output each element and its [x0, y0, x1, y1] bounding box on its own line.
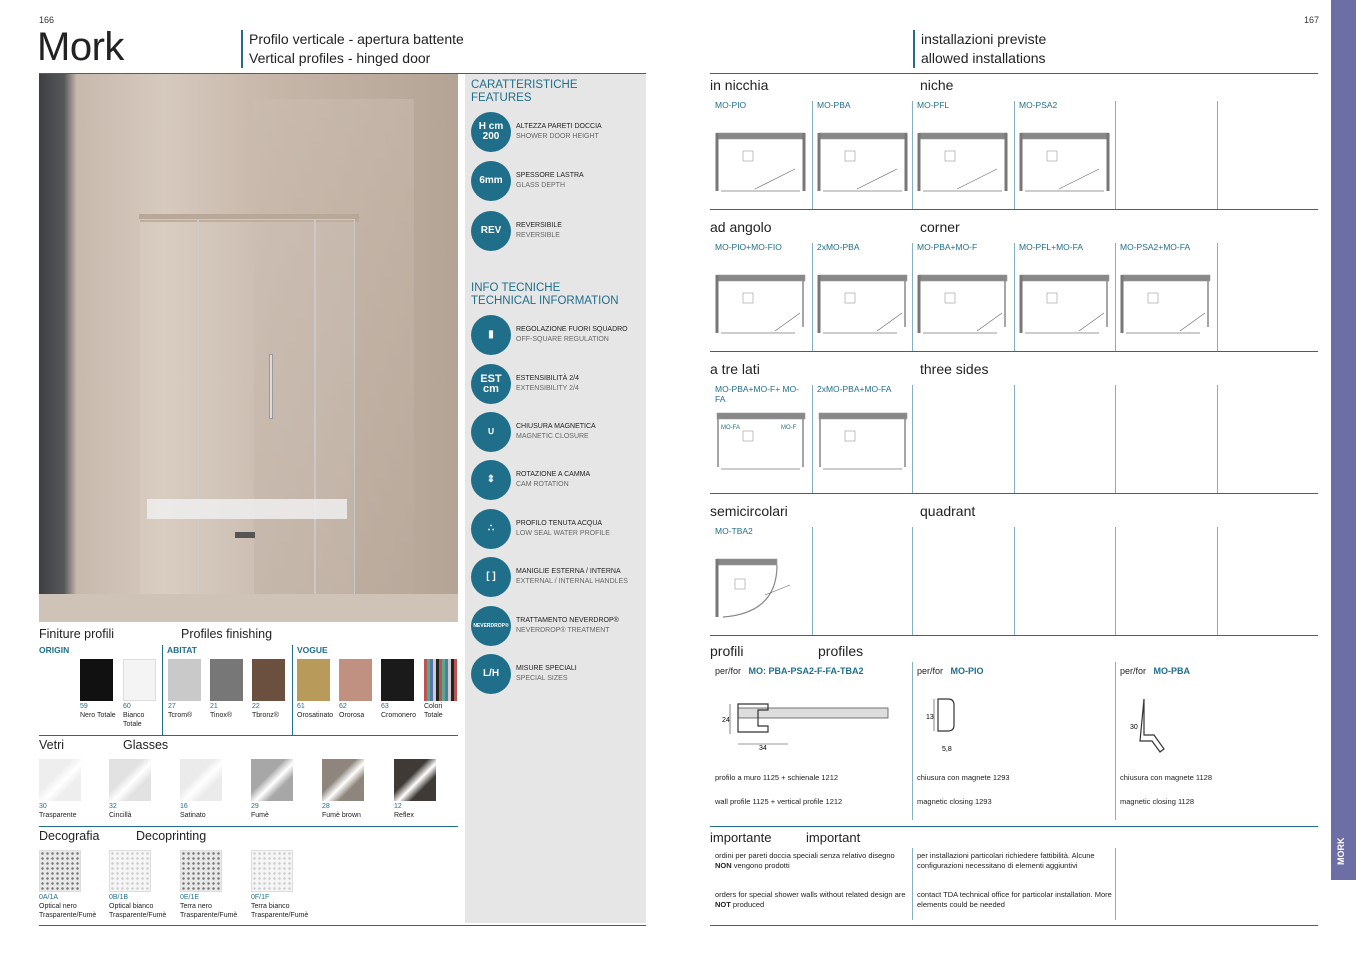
profiles-title-en: profiles [818, 643, 864, 659]
glass-label [394, 802, 454, 820]
profile-2-drawing [922, 695, 972, 755]
finish-name: Bianco Totale [123, 712, 145, 728]
install-col-separator [812, 527, 813, 635]
info-special-sizes: L/H MISURE SPECIALI SPECIAL SIZES [471, 654, 641, 694]
profile-3-drawing [1128, 695, 1178, 755]
row-divider [710, 493, 1318, 494]
glass-swatch[interactable] [39, 759, 81, 801]
install-col-separator [1115, 385, 1116, 493]
note-a-en: orders for special shower walls without related design are NOT produced [715, 890, 906, 909]
glass-code: 12 [394, 803, 402, 810]
glass-label [322, 802, 382, 820]
finish-title-it: Finiture profili [39, 627, 115, 641]
install-row-title-en: corner [920, 219, 960, 235]
glass-label [109, 802, 169, 820]
profile-1-drawing [720, 700, 895, 755]
deco-label [251, 893, 321, 920]
finish-code: 22 [252, 703, 260, 710]
install-plan-drawing [715, 555, 807, 621]
profile-3-dim-a: 30 [1130, 724, 1138, 731]
thickness-icon: 6mm [471, 161, 511, 201]
info-extensibility: EST cm ESTENSIBILITÀ 2/4 EXTENSIBILITY 2/4 [471, 364, 641, 404]
install-code: 2xMO-PBA+MO-FA [817, 384, 892, 394]
profile-1-head: per/for MO: PBA-PSA2-F-FA-TBA2 [715, 666, 864, 676]
off-square-icon: ▮ [471, 315, 511, 355]
install-plan-corner[interactable] [715, 271, 805, 333]
install-col-separator [1115, 243, 1116, 351]
profile-3-it: chiusura con magnete 1128 [1120, 773, 1213, 782]
important-title-en: important [806, 830, 861, 845]
profile-2-it: chiusura con magnete 1293 [917, 773, 1010, 782]
finish-swatch[interactable] [381, 659, 414, 701]
finish-code: 63 [381, 703, 389, 710]
cam-rotation-icon: ⇕ [471, 460, 511, 500]
glass-swatch[interactable] [180, 759, 222, 801]
finish-swatch[interactable] [80, 659, 113, 701]
install-plan-corner[interactable] [1120, 271, 1210, 333]
feature-height: H cm 200 ALTEZZA PARETI DOCCIA SHOWER DOOR HEIGHT [471, 112, 641, 152]
deco-name: Terra bianco Trasparente/Fumè [251, 903, 309, 919]
install-col-separator [1217, 243, 1218, 351]
glass-code: 30 [39, 803, 47, 810]
group-origin: ORIGIN [39, 645, 70, 655]
neverdrop-icon: NEVERDROP® [471, 606, 511, 646]
note-a-it: ordini per pareti doccia speciali senza relativo disegno NON vengono prodotti [715, 851, 895, 870]
deco-code: 0F/1F [251, 894, 270, 901]
feature-thickness: 6mm SPESSORE LASTRA GLASS DEPTH [471, 161, 641, 201]
install-code: MO-PFL+MO-FA [1019, 242, 1083, 252]
glass-code: 32 [109, 803, 117, 810]
profile-3-en: magnetic closing 1128 [1120, 797, 1195, 806]
deco-name: Optical nero Trasparente/Fumè [39, 903, 97, 919]
deco-swatch[interactable] [109, 850, 151, 892]
info-handles: [ ] MANIGLIE ESTERNA / INTERNA EXTERNAL / INTERNAL HANDLES [471, 557, 641, 597]
finish-code: 60 [123, 703, 131, 710]
subtitle-it: Profilo verticale - apertura battente [249, 31, 464, 47]
glass-name: Reflex [394, 812, 414, 819]
install-plan-drawing [817, 271, 909, 337]
product-photo [39, 74, 458, 622]
group-vogue: VOGUE [297, 645, 328, 655]
profile-2-dim-b: 5,8 [942, 746, 952, 753]
install-code: MO-PBA+MO-F [917, 242, 978, 252]
install-code: MO-PBA+MO-F+ MO-FA [715, 384, 800, 404]
install-plan-quad[interactable] [715, 555, 805, 617]
row-divider [710, 635, 1318, 636]
info-offsquare: ▮ REGOLAZIONE FUORI SQUADRO OFF-SQUARE REGULATION [471, 315, 641, 355]
install-plan-niche[interactable] [1019, 129, 1109, 191]
glass-title-it: Vetri [39, 738, 65, 752]
profile-2-head: per/for MO-PIO [917, 666, 984, 676]
finish-swatch[interactable] [339, 659, 372, 701]
install-plan-niche[interactable] [917, 129, 1007, 191]
install-col-separator [812, 243, 813, 351]
profile-2-en: magnetic closing 1293 [917, 797, 992, 806]
glass-swatch[interactable] [394, 759, 436, 801]
finish-swatch[interactable] [297, 659, 330, 701]
important-title-it: importante [710, 830, 772, 845]
info-neverdrop: NEVERDROP® TRATTAMENTO NEVERDROP® NEVERDROP® TREATMENT [471, 606, 641, 646]
install-col-separator [1014, 101, 1015, 209]
glass-name: Fumè [251, 812, 269, 819]
install-plan-tag: MO-F [781, 425, 797, 431]
glass-swatch[interactable] [251, 759, 293, 801]
finish-name: Tcrom® [168, 712, 193, 719]
finish-name: Ororosa [339, 712, 365, 719]
install-plan-drawing [917, 271, 1009, 337]
subtitle-en: Vertical profiles - hinged door [249, 50, 431, 66]
install-code: 2xMO-PBA [817, 242, 860, 252]
magnet-icon: ∪ [471, 412, 511, 452]
info-title: INFO TECNICHE TECHNICAL INFORMATION [471, 282, 619, 307]
deco-swatch[interactable] [39, 850, 81, 892]
deco-title-en: Decoprinting [136, 829, 207, 843]
deco-name: Terra nero Trasparente/Fumè [180, 903, 238, 919]
profile-1-it: profilo a muro 1125 + schienale 1212 [715, 773, 839, 782]
finish-code: 61 [297, 703, 305, 710]
deco-code: 0E/1E [180, 894, 200, 901]
glass-name: Fumè brown [322, 812, 361, 819]
finish-name: Tinox® [210, 712, 233, 719]
subtitle [241, 30, 464, 68]
install-row-title-it: semicircolari [710, 503, 788, 519]
deco-swatch[interactable] [180, 850, 222, 892]
finish-code: 62 [339, 703, 347, 710]
info-magnet: ∪ CHIUSURA MAGNETICA MAGNETIC CLOSURE [471, 412, 641, 452]
install-code: MO-PIO+MO-FIO [715, 242, 782, 252]
finish-name: Orosatinato [297, 712, 334, 719]
install-row-title-it: in nicchia [710, 77, 769, 93]
install-plan-three[interactable] [715, 409, 805, 471]
install-col-separator [912, 385, 913, 493]
install-plan-niche[interactable] [817, 129, 907, 191]
install-col-separator [1014, 243, 1015, 351]
glass-label [180, 802, 240, 820]
finish-swatch[interactable] [252, 659, 285, 701]
install-plan-drawing [917, 129, 1009, 195]
extensibility-icon: EST cm [471, 364, 511, 404]
install-code: MO-PIO [715, 100, 747, 110]
note-b-en: contact TDA technical office for particolar installation. More elements could be needed [917, 890, 1112, 909]
install-col-separator [1217, 101, 1218, 209]
glass-code: 16 [180, 803, 188, 810]
profile-1-dim-a: 24 [722, 717, 730, 724]
group-abitat: ABITAT [167, 645, 197, 655]
finish-swatch[interactable] [123, 659, 156, 701]
deco-code: 0A/1A [39, 894, 59, 901]
install-col-separator [1115, 527, 1116, 635]
install-plan-drawing [817, 129, 909, 195]
finish-code: 59 [80, 703, 88, 710]
install-plan-corner[interactable] [1019, 271, 1109, 333]
height-icon: H cm 200 [471, 112, 511, 152]
install-col-separator [1217, 527, 1218, 635]
profile-3-head: per/for MO-PBA [1120, 666, 1191, 676]
install-col-separator [912, 101, 913, 209]
glass-name: Cincillà [109, 812, 132, 819]
install-col-separator [812, 385, 813, 493]
custom-size-icon: L/H [471, 654, 511, 694]
profiles-title-it: profili [710, 643, 744, 659]
deco-title-it: Decografia [39, 829, 100, 843]
install-code: MO-TBA2 [715, 526, 753, 536]
install-col-separator [1217, 385, 1218, 493]
install-row-title-it: ad angolo [710, 219, 772, 235]
deco-label [180, 893, 250, 920]
glass-code: 28 [322, 803, 330, 810]
install-col-separator [1014, 385, 1015, 493]
install-col-separator [1014, 527, 1015, 635]
install-row-title-en: three sides [920, 361, 989, 377]
install-code: MO-PFL [917, 100, 950, 110]
deco-label [109, 893, 179, 920]
page-number-right: 167 [1304, 15, 1320, 25]
install-col-separator [812, 101, 813, 209]
install-col-separator [912, 243, 913, 351]
install-plan-corner[interactable] [817, 271, 907, 333]
finish-swatch[interactable] [210, 659, 243, 701]
install-plan-drawing [817, 409, 909, 475]
install-row-title-en: quadrant [920, 503, 976, 519]
finish-code: 21 [210, 703, 218, 710]
finish-title-en: Profiles finishing [181, 627, 273, 641]
glass-title-en: Glasses [123, 738, 169, 752]
finish-name: Nero Totale [80, 712, 116, 719]
install-plan-niche[interactable] [715, 129, 805, 191]
glass-label [251, 802, 311, 820]
glass-swatch[interactable] [322, 759, 364, 801]
handles-icon: [ ] [471, 557, 511, 597]
install-plan-corner[interactable] [917, 271, 1007, 333]
glass-name: Trasparente [39, 812, 77, 819]
row-divider [710, 351, 1318, 352]
deco-name: Optical bianco Trasparente/Fumè [109, 903, 167, 919]
deco-swatch[interactable] [251, 850, 293, 892]
water-seal-icon: ∴ [471, 509, 511, 549]
glass-label [39, 802, 99, 820]
install-col-separator [1115, 101, 1116, 209]
side-tab [1331, 0, 1356, 880]
row-divider [710, 209, 1318, 210]
finish-name: Cromonero [381, 712, 417, 719]
install-plan-drawing [715, 129, 807, 195]
install-code: MO-PBA [817, 100, 851, 110]
brand-title: Mork [37, 25, 124, 69]
glass-name: Satinato [180, 812, 206, 819]
finish-label [424, 702, 484, 720]
finish-name: Colori Totale [424, 703, 443, 719]
reversible-icon: REV [471, 211, 511, 251]
install-plan-drawing [1120, 271, 1212, 337]
install-row-title-en: niche [920, 77, 954, 93]
features-title: CARATTERISTICHE FEATURES [471, 79, 578, 104]
glass-swatch[interactable] [109, 759, 151, 801]
install-plan-tag: MO-FA [721, 425, 740, 431]
install-code: MO-PSA2 [1019, 100, 1058, 110]
finish-swatch[interactable] [424, 659, 457, 701]
page-number-left: 166 [39, 15, 55, 25]
install-plan-drawing [1019, 129, 1111, 195]
feature-reversible: REV REVERSIBILE REVERSIBLE [471, 211, 641, 251]
finish-name: Tbronz® [252, 712, 279, 719]
install-plan-three[interactable] [817, 409, 907, 471]
install-plan-drawing [1019, 271, 1111, 337]
profile-2-dim-a: 13 [926, 714, 934, 721]
note-b-it: per installazioni particolari richiedere fattibilità. Alcune configurazioni necessitano di elementi aggiuntivi [917, 851, 1095, 870]
info-seal: ∴ PROFILO TENUTA ACQUA LOW SEAL WATER PROFILE [471, 509, 641, 549]
deco-code: 0B/1B [109, 894, 129, 901]
install-code: MO-PSA2+MO-FA [1120, 242, 1191, 252]
deco-label [39, 893, 109, 920]
install-plan-drawing [715, 409, 807, 475]
glass-code: 29 [251, 803, 259, 810]
install-title: installazioni previste allowed installations [913, 30, 1046, 68]
install-plan-drawing [715, 271, 807, 337]
install-col-separator [912, 527, 913, 635]
info-cam: ⇕ ROTAZIONE A CAMMA CAM ROTATION [471, 460, 641, 500]
profile-1-en: wall profile 1125 + vertical profile 1212 [715, 797, 843, 806]
finish-swatch[interactable] [168, 659, 201, 701]
finish-code: 27 [168, 703, 176, 710]
install-row-title-it: a tre lati [710, 361, 760, 377]
profile-1-dim-b: 34 [759, 745, 767, 752]
side-tab-label: MORK [1336, 837, 1346, 865]
